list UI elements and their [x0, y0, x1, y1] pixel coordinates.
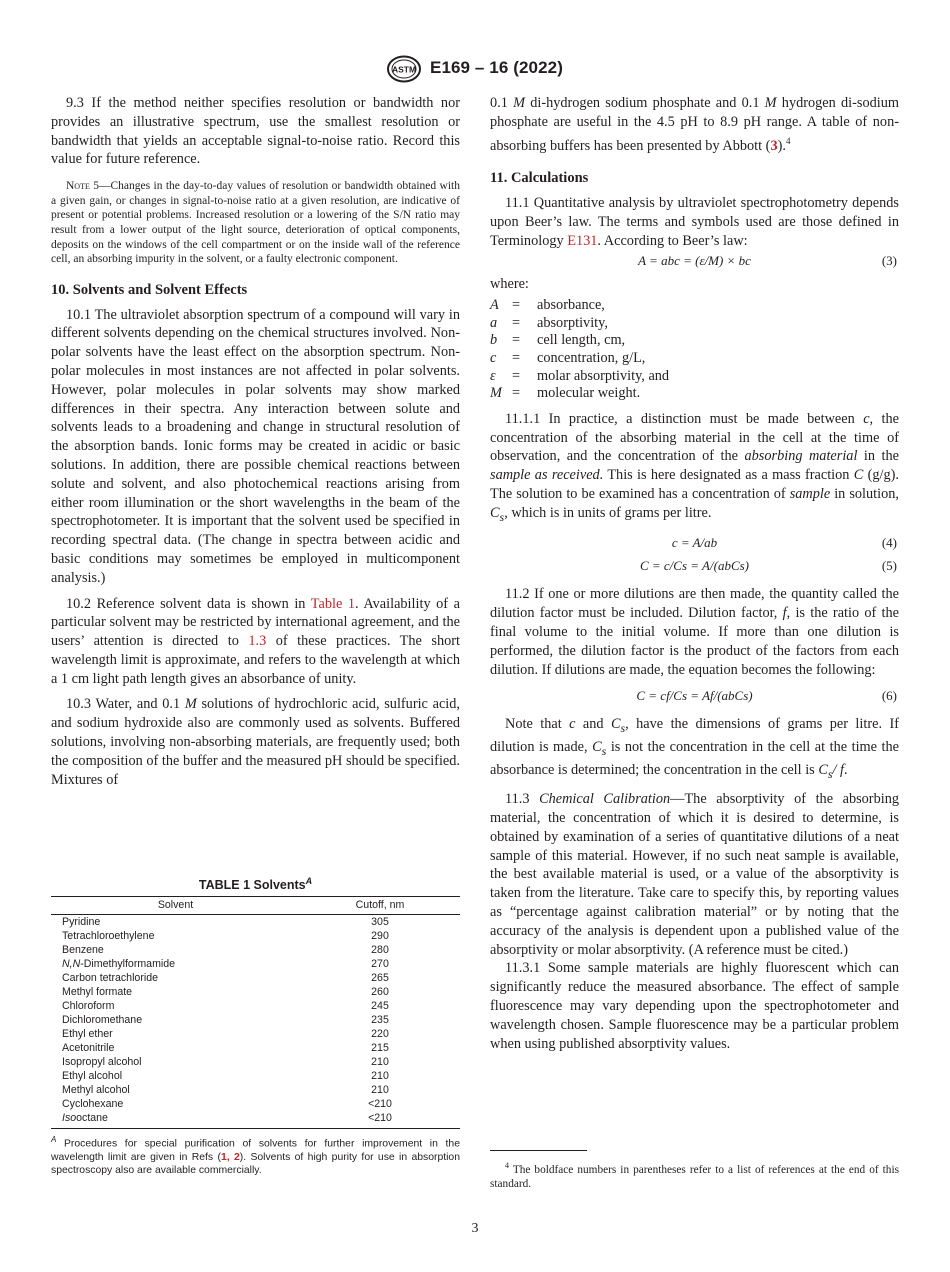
left-column: [51, 94, 460, 789]
symbol-row: [490, 368, 899, 386]
section-1-3-link[interactable]: 1.3: [248, 633, 267, 650]
paragraph-9-3: 9.3 If the method neither specifies resolution or bandwidth nor provides an illustrative spectrum, use the smallest resolution or bandwidth that yields an acceptable signal-to-noise ratio. Record this value for future reference.: [51, 95, 460, 168]
where-label: where:: [490, 276, 529, 293]
astm-logo-icon: [386, 55, 422, 83]
page-header: [0, 54, 950, 84]
section-11-title: 11. Calculations: [490, 170, 589, 187]
symbol-list: [490, 297, 899, 403]
paragraph-11-3-1: 11.3.1 Some sample materials are highly fluorescent which can significantly reduce the measured absorbance. The effect of sample fluorescence may vary depending upon the spectrophotometer and wavelength chosen. Sample fluorescence may be a particular problem when using published absorptivity values.: [490, 960, 899, 1052]
table-row: [51, 1013, 460, 1027]
table-header-cutoff: Cutoff, nm: [300, 897, 460, 915]
table-row: [51, 957, 460, 971]
solvent-cell: Cyclohexane: [62, 1098, 124, 1111]
solvent-cell: Chloroform: [62, 1000, 115, 1013]
equation-5: C = c/Cs = A/(abCs) (5): [639, 558, 897, 574]
cutoff-cell: 220: [371, 1028, 389, 1041]
paragraph-11-2: 11.2 If one or more dilutions are then made, the quantity called the dilution factor must be included. Dilution factor, f, is the ratio of the final volume to the initial volume. If more than one dilution is performed, the dilution factor is the product of the factors from each dilution. If dilutions are made, the equation becomes the following:: [490, 586, 900, 678]
section-10-title: 10. Solvents and Solvent Effects: [51, 281, 248, 298]
solvent-cell: Ethyl ether: [62, 1028, 113, 1041]
symbol-desc: cell length, cm,: [537, 332, 626, 349]
cutoff-cell: 235: [371, 1014, 389, 1027]
solvent-cell: Benzene: [62, 944, 104, 957]
solvent-cell: Dichloromethane: [62, 1014, 143, 1027]
note-5: Note 5—Changes in the day-to-day values of resolution or bandwidth obtained with a given gain, or changes in signal-to-noise ratio at a given resolution, are indicative of present or potential problems. Increased resolution or a lowering of the S/N ratio may result from a lower output of the light source, deterioration of optical components, deposits on the windows of the cell compartment or on the inside wall of the reference cell, an absorbing impurity in the solvent, or a faulty electronic component.: [51, 180, 461, 266]
paragraph-11-1-1: 11.1.1 In practice, a distinction must be made between c, the concentration of the absorbing material in the cell at the time of observation, and the concentration of the absorbing material in the sample as received. This is here designated as a mass fraction C (g/g). The solution to be examined has a concentration of sample in solution, $C_s$, which is in units of grams per litre.: [490, 410, 899, 524]
table-row: [51, 971, 460, 985]
symbol-sym: M: [490, 385, 502, 402]
paragraph-10-3: 10.3 Water, and 0.1 M solutions of hydrochloric acid, sulfuric acid, and sodium hydroxide also are commonly used as solvents. Buffered solutions, involving non-absorbing materials, are frequently used; both the composition of the buffer and the measured pH should be specified. Mixtures of: [51, 696, 460, 788]
paragraph-10-3-continued: 0.1 M di-hydrogen sodium phosphate and 0.1 M hydrogen di-sodium phosphate are useful in the 4.5 pH to 8.9 pH range. A table of non-absorbing buffers has been presented by Abbott (3).$^4$: [490, 95, 899, 154]
symbol-row: [490, 385, 899, 403]
e131-link[interactable]: E131: [567, 232, 598, 249]
table-title: TABLE 1 Solvents$^A$: [198, 876, 313, 893]
table-row: [51, 1027, 460, 1041]
symbol-eq: =: [512, 385, 521, 402]
cutoff-cell: 305: [371, 916, 389, 929]
footnote-4: $^4$ The boldface numbers in parentheses refer to a list of references at the end of this standard.: [490, 1161, 899, 1191]
right-column: [490, 94, 899, 1053]
paragraph-11-1: 11.1 Quantitative analysis by ultraviolet spectrophotometry depends upon Beer’s law. The terms and symbols used are those defined in Terminology E131. According to Beer’s law:: [490, 194, 899, 249]
solvent-cell: Carbon tetrachloride: [62, 972, 158, 985]
symbol-sym: b: [490, 332, 498, 349]
table-row: [51, 1069, 460, 1083]
page-number: 3: [471, 1221, 479, 1236]
ref-3-link[interactable]: 3: [770, 137, 778, 154]
cutoff-cell: 210: [371, 1056, 389, 1069]
symbol-desc: molar absorptivity, and: [537, 367, 670, 384]
solvents-table: [51, 876, 460, 1178]
symbol-eq: =: [512, 297, 521, 314]
equation-4: c = A/ab (4): [671, 535, 897, 551]
solvent-cell: Pyridine: [62, 916, 101, 929]
symbol-desc: molecular weight.: [537, 385, 641, 402]
symbol-row: [490, 315, 899, 333]
symbol-desc: absorbance,: [537, 297, 605, 314]
solvent-cell: Isopropyl alcohol: [62, 1056, 142, 1069]
table-1-link[interactable]: Table 1: [310, 595, 356, 612]
paragraph-10-1: 10.1 The ultraviolet absorption spectrum of a compound will vary in different solvents depending on the chemical structures involved. Non-polar solvents have the least effect on the absorption spectrum. Non-polar molecules in most instances are not affected in polar solvents. However, polar molecules in polar solvents may show marked differences in their spectra. Any interaction between solute and solvents leads to a broadening and change in structural resolution of the absorption bands. Ionic forms may be created in acidic or basic solutions. In addition, there are possible chemical reactions between solute and solvent, and also photochemical reactions arising from either room illumination or the short wavelengths in the beam of the spectrophotometer. It is important that the solvent used be specified in recording spectral data. (The change in spectra between acidic and basic conditions may sometimes be employed in multicomponent analysis.): [51, 306, 460, 586]
solvent-cell: Ethyl alcohol: [62, 1070, 123, 1083]
solvent-cell: Acetonitrile: [62, 1042, 115, 1055]
cutoff-cell: <210: [368, 1112, 392, 1125]
symbol-eq: =: [512, 367, 521, 384]
solvent-cell: N,N-Dimethylformamide: [62, 958, 176, 971]
table-row: [51, 1055, 460, 1069]
solvent-cell: Isooctane: [62, 1112, 108, 1125]
footnote-divider: [490, 1150, 587, 1151]
solvent-cell: Tetrachloroethylene: [62, 930, 155, 943]
refs-1-2-link[interactable]: 1, 2: [220, 1152, 240, 1164]
equation-6: C = cf/Cs = Af/(abCs) (6): [636, 688, 897, 704]
solvent-cell: Methyl formate: [62, 986, 133, 999]
table-row: [51, 999, 460, 1013]
symbol-desc: absorptivity,: [537, 314, 608, 331]
symbol-desc: concentration, g/L,: [537, 349, 646, 366]
cutoff-cell: 265: [371, 972, 389, 985]
table-footnote: $^A$ Procedures for special purification of solvents for further improvement in the wavelength limit are given in Refs (1, 2). Solvents of high purity for use in absorption spectroscopy also are available commercially.: [51, 1135, 460, 1177]
cutoff-cell: 210: [371, 1070, 389, 1083]
table-row: [51, 929, 460, 943]
paragraph-10-2: 10.2 Reference solvent data is shown in Table 1. Availability of a particular solvent may be restricted by international agreement, and the users’ attention is directed to 1.3 of these practices. The short wavelength limit is approximate, and refers to the wavelength at which a 1 cm light path length gives an absorbance of unity.: [51, 595, 460, 687]
cutoff-cell: 270: [371, 958, 389, 971]
symbol-sym: c: [490, 349, 497, 366]
cutoff-cell: 280: [371, 944, 389, 957]
paragraph-11-3: 11.3 Chemical Calibration—The absorptivity of the absorbing material, the concentration of which it is desired to determine, is obtained by examination of a series of quantitative dilutions of a neat sample of this material. However, if no such neat sample is available, the best available material is used, or a value of the absorptivity is taken from the literature. Take care to specify this, by reporting values as “percentage against calibration material” or by noting that the accuracy of the analysis is dependent upon a published value of the absorptivity or molar absorptivity. (A reference must be cited.): [490, 791, 899, 958]
table-row: [51, 1111, 460, 1129]
table-row: [51, 1041, 460, 1055]
table-row: [51, 1083, 460, 1097]
paragraph-note-cs: Note that c and $C_s$, have the dimensions of grams per litre. If dilution is made, $C_s$ is not the concentration in the cell at the time the absorbance is determined; the concentration in the cell is $C_s/$ f.: [490, 716, 899, 781]
cutoff-cell: 260: [371, 986, 389, 999]
symbol-eq: =: [512, 349, 521, 366]
table-row: [51, 985, 460, 999]
table-row: [51, 915, 460, 930]
standard-designation: E169 – 16 (2022): [430, 58, 563, 77]
symbol-eq: =: [512, 314, 521, 331]
cutoff-cell: 215: [371, 1042, 389, 1055]
symbol-sym: ε: [490, 367, 496, 384]
symbol-eq: =: [512, 332, 521, 349]
equation-3: A = abc = (ε/M) × bc (3): [638, 253, 897, 269]
symbol-row: [490, 332, 899, 350]
symbol-row: [490, 297, 899, 315]
table-row: [51, 943, 460, 957]
cutoff-cell: 290: [371, 930, 389, 943]
symbol-sym: a: [490, 314, 498, 331]
table-row: [51, 1097, 460, 1111]
symbol-sym: A: [490, 297, 499, 314]
symbol-row: [490, 350, 899, 368]
svg-text:ASTM: ASTM: [391, 64, 417, 75]
cutoff-cell: 210: [371, 1084, 389, 1097]
table-header-solvent: Solvent: [51, 897, 300, 915]
solvent-cell: Methyl alcohol: [62, 1084, 130, 1097]
cutoff-cell: 245: [371, 1000, 389, 1013]
cutoff-cell: <210: [368, 1098, 392, 1111]
